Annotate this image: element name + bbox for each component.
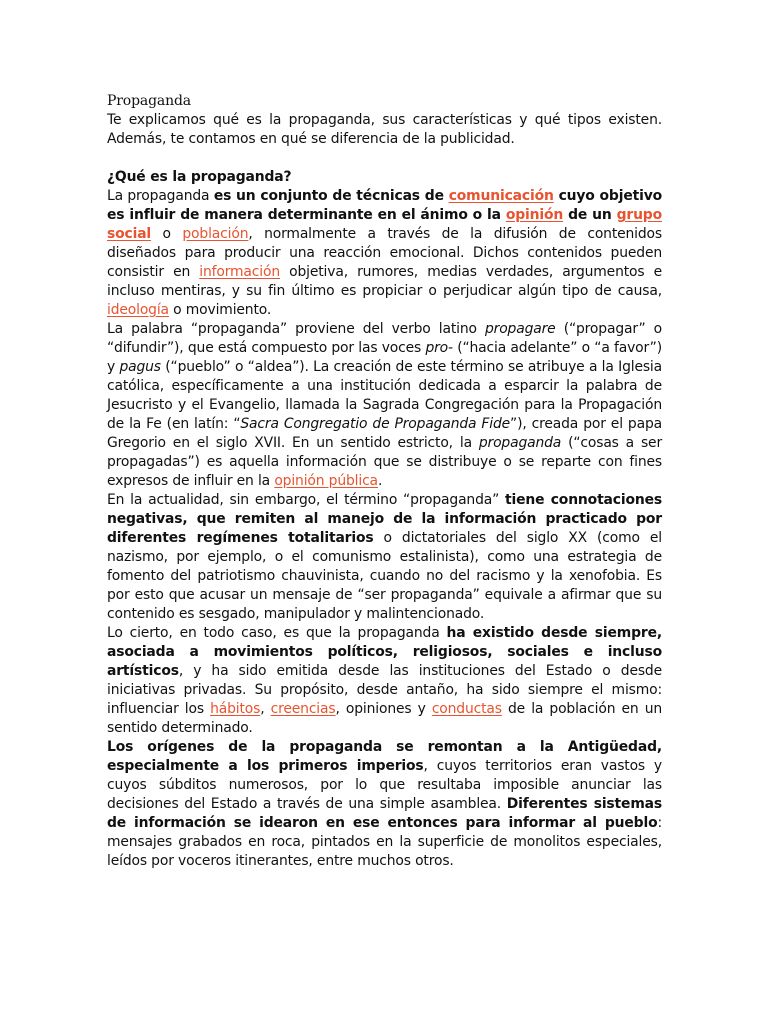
text-run: : mensajes grabados en roca, pintados en la superficie de monolitos especiales, leídos por voceros itinerantes, entre muchos otros. xyxy=(107,815,662,869)
italic-run: propaganda xyxy=(478,435,562,451)
text-run: Lo cierto, en todo caso, es que la propaganda xyxy=(107,625,447,641)
spacer xyxy=(107,149,662,168)
paragraph-etymology xyxy=(107,320,662,491)
link-opinion-publica[interactable]: opinión pública xyxy=(274,473,378,489)
intro-paragraph xyxy=(107,111,662,149)
document-title: Propaganda xyxy=(107,93,191,109)
text-run: La propaganda xyxy=(107,188,214,204)
link-habitos[interactable]: hábitos xyxy=(210,701,261,717)
text-run: objetiva, rumores, medias verdades, argumentos e incluso mentiras, y su fin último es propiciar o perjudicar algún tipo de causa, xyxy=(107,264,662,299)
link-conductas[interactable]: conductas xyxy=(431,701,502,717)
text-run: , y ha sido emitida desde las instituciones del Estado o desde iniciativas privadas. Su propósito, desde antaño, ha sido siempre el mismo: influenciar los xyxy=(107,663,662,717)
text-run: ”), creada por el papa Gregorio en el siglo XVII. En un sentido estricto, la xyxy=(107,416,662,451)
bold-run: ha existido desde siempre, asociada a movimientos políticos, religiosos, sociales e incluso artísticos xyxy=(107,625,662,679)
text-run: . xyxy=(377,473,383,489)
text-run: (“hacia adelante” o “a favor”) y xyxy=(107,340,662,375)
text-run: o movimiento. xyxy=(168,302,272,318)
bold-run: es un conjunto de técnicas de xyxy=(213,188,449,204)
link-grupo-social[interactable]: grupo social xyxy=(107,207,662,242)
text-run: (“propagar” o “difundir”), que está compuesto por las voces xyxy=(107,321,663,356)
text-run: , opiniones y xyxy=(335,701,432,717)
link-comunicacion[interactable]: comunicación xyxy=(448,188,554,204)
document-page xyxy=(107,92,662,871)
text-run: La palabra “propaganda” proviene del verbo latino xyxy=(107,321,485,337)
italic-run: Sacra Congregatio de Propaganda Fide xyxy=(240,416,511,432)
text-run: o xyxy=(151,226,183,242)
italic-run: propagare xyxy=(484,321,556,337)
text-run: , xyxy=(260,701,271,717)
paragraph-definition xyxy=(107,187,662,320)
text-run: o dictatoriales del siglo XX (como el nazismo, por ejemplo, o el comunismo estalinista), como una estrategia de fomento del patriotismo chauvinista, cuando no del racismo y la xenofobia. Es por esto que acusar un mensaje de “ser propaganda” equivale a afirmar que su contenido es sesgado, manipulador y malintencionado. xyxy=(107,530,663,622)
section-heading: ¿Qué es la propaganda? xyxy=(107,169,292,185)
text-run: (“cosas a ser propagadas”) es aquella información que se distribuye o se reparte con fines expresos de influir en la xyxy=(107,435,663,489)
italic-run: pro- xyxy=(425,340,453,356)
link-opinion[interactable]: opinión xyxy=(505,207,564,223)
bold-run: de un xyxy=(563,207,617,223)
paragraph-history xyxy=(107,624,662,738)
bold-run: tiene connotaciones negativas, que remiten al manejo de la información practicado por diferentes regímenes totalitarios xyxy=(107,492,662,546)
paragraph-connotations xyxy=(107,491,662,624)
link-ideologia[interactable]: ideología xyxy=(107,302,169,318)
text-run: , cuyos territorios eran vastos y cuyos súbditos numerosos, por lo que resultaba imposible anunciar las decisiones del Estado a través de una simple asamblea. xyxy=(107,758,663,812)
text-run: En la actualidad, sin embargo, el término “propaganda” xyxy=(107,492,506,508)
intro-text: Te explicamos qué es la propaganda, sus características y qué tipos existen. Además, te contamos en qué se diferencia de la publicidad. xyxy=(107,112,662,147)
link-informacion[interactable]: información xyxy=(199,264,280,280)
bold-run: Los orígenes de la propaganda se remontan a la Antigüedad, especialmente a los primeros imperios xyxy=(107,739,662,774)
italic-run: pagus xyxy=(119,359,161,375)
link-poblacion[interactable]: población xyxy=(182,226,249,242)
link-creencias[interactable]: creencias xyxy=(270,701,336,717)
text-run: (“pueblo” o “aldea”). La creación de este término se atribuye a la Iglesia católica, específicamente a una institución dedicada a esparcir la palabra de Jesucristo y el Evangelio, llamada la Sagrada Congregación para la Propagación de la Fe (en latín: “ xyxy=(107,359,663,432)
paragraph-origins xyxy=(107,738,662,871)
bold-run: cuyo objetivo es influir de manera determinante en el ánimo o la xyxy=(107,188,662,223)
text-run: de la población en un sentido determinado. xyxy=(107,701,663,736)
bold-run: Diferentes sistemas de información se idearon en ese entonces para informar al pueblo xyxy=(107,796,662,831)
text-run: , normalmente a través de la difusión de contenidos diseñados para producir una reacción emocional. Dichos contenidos pueden consistir en xyxy=(107,226,662,280)
